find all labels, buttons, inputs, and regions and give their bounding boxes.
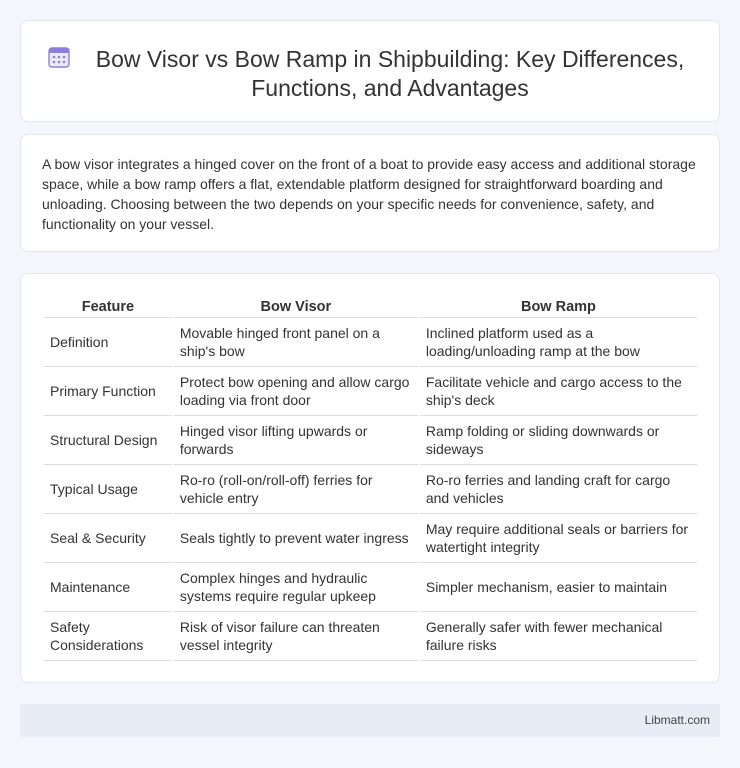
table-row — [44, 465, 697, 514]
bow-ramp-cell: May require additional seals or barriers for watertight integrity — [420, 514, 697, 563]
table-header-row — [44, 296, 697, 318]
table-row — [44, 416, 697, 465]
footer-bar — [20, 704, 720, 737]
feature-cell: Primary Function — [44, 367, 172, 416]
table-row — [44, 514, 697, 563]
bow-ramp-cell: Generally safer with fewer mechanical failure risks — [420, 612, 697, 661]
bow-ramp-cell: Facilitate vehicle and cargo access to the ship's deck — [420, 367, 697, 416]
feature-cell: Definition — [44, 318, 172, 367]
feature-cell: Seal & Security — [44, 514, 172, 563]
bow-visor-cell: Complex hinges and hydraulic systems require regular upkeep — [174, 563, 418, 612]
table-row — [44, 563, 697, 612]
table-row — [44, 367, 697, 416]
comparison-table — [42, 296, 699, 661]
bow-visor-cell: Seals tightly to prevent water ingress — [174, 514, 418, 563]
bow-ramp-cell: Inclined platform used as a loading/unloading ramp at the bow — [420, 318, 697, 367]
intro-card — [20, 134, 720, 252]
bow-ramp-cell: Ramp folding or sliding downwards or sideways — [420, 416, 697, 465]
table-row — [44, 318, 697, 367]
title-card — [20, 20, 720, 122]
table-row — [44, 612, 697, 661]
feature-cell: Maintenance — [44, 563, 172, 612]
column-header-feature: Feature — [44, 296, 172, 318]
bow-visor-cell: Hinged visor lifting upwards or forwards — [174, 416, 418, 465]
page-title: Bow Visor vs Bow Ramp in Shipbuilding: Key Differences, Functions, and Advantages — [95, 46, 685, 101]
comparison-card — [20, 273, 720, 683]
bow-ramp-cell: Simpler mechanism, easier to maintain — [420, 563, 697, 612]
bow-visor-cell: Ro-ro (roll-on/roll-off) ferries for vehicle entry — [174, 465, 418, 514]
bow-visor-cell: Risk of visor failure can threaten vessel integrity — [174, 612, 418, 661]
feature-cell: Structural Design — [44, 416, 172, 465]
feature-cell: Safety Considerations — [44, 612, 172, 661]
bow-visor-cell: Protect bow opening and allow cargo loading via front door — [174, 367, 418, 416]
feature-cell: Typical Usage — [44, 465, 172, 514]
bow-visor-cell: Movable hinged front panel on a ship's bow — [174, 318, 418, 367]
intro-paragraph: A bow visor integrates a hinged cover on the front of a boat to provide easy access and additional storage space, while a bow ramp offers a flat, extendable platform designed for straightforward boarding and unloading. Choosing between the two depends on your specific needs for convenience, safety, and functionality on your vessel. — [42, 156, 696, 232]
footer-brand-link[interactable]: Libmatt.com — [644, 713, 710, 727]
column-header-bow-visor: Bow Visor — [174, 296, 418, 318]
column-header-bow-ramp: Bow Ramp — [420, 296, 697, 318]
bow-ramp-cell: Ro-ro ferries and landing craft for cargo and vehicles — [420, 465, 697, 514]
